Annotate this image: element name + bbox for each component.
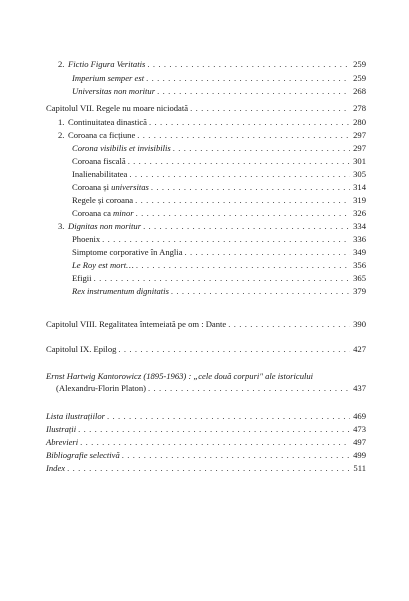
toc-entry <box>46 273 366 284</box>
entry-title: Coroana ca ficțiune <box>68 130 136 140</box>
entry-page: 379 <box>353 286 366 296</box>
entry-page: 427 <box>353 344 366 354</box>
entry-page: 365 <box>353 273 366 283</box>
dot-leader <box>135 195 350 205</box>
dot-leader <box>102 234 350 244</box>
dot-leader <box>185 247 350 257</box>
entry-title: Le Roy est mort… <box>72 260 134 270</box>
entry-page: 356 <box>353 260 366 270</box>
entry-title: Coroana fiscală <box>72 156 126 166</box>
entry-title: Phoenix <box>72 234 101 244</box>
dot-leader <box>80 437 350 447</box>
entry-page: 326 <box>353 208 366 218</box>
entry-page: 349 <box>353 247 366 257</box>
entry-title: Efigii <box>72 273 92 283</box>
dot-leader <box>190 103 350 113</box>
dot-leader <box>147 59 350 69</box>
dot-leader <box>67 463 350 473</box>
title-part: Coroana și <box>72 182 112 192</box>
title-part-italic: minor <box>113 208 134 218</box>
toc-entry <box>46 182 366 193</box>
chapter-title: Capitolul IX. Epilog <box>46 344 117 354</box>
chapter-title: Capitolul VIII. Regalitatea întemeiată pe om : Dante <box>46 319 227 329</box>
entry-title: Dignitas non moritur <box>68 221 142 231</box>
entry-number: 2. <box>58 59 65 69</box>
toc-backmatter <box>46 411 366 422</box>
entry-page: 437 <box>353 383 366 393</box>
dot-leader <box>148 383 350 393</box>
entry-page: 319 <box>353 195 366 205</box>
dot-leader <box>137 130 350 140</box>
entry-page: 297 <box>353 143 366 153</box>
entry-title: Bibliografie selectivă <box>46 450 120 460</box>
entry-title: Ilustrații <box>46 424 77 434</box>
entry-title: Simptome corporative în Anglia <box>72 247 183 257</box>
entry-page: 278 <box>353 103 366 113</box>
entry-title: Regele și coroana <box>72 195 134 205</box>
dot-leader <box>228 319 350 329</box>
dot-leader <box>149 117 350 127</box>
toc-entry <box>46 208 366 219</box>
entry-title: Imperium semper est <box>72 73 145 83</box>
entry-title: Fictio Figura Veritatis <box>68 59 146 69</box>
toc-entry <box>46 59 366 70</box>
dot-leader <box>78 424 350 434</box>
toc-backmatter <box>46 437 366 448</box>
essay-title: Ernst Hartwig Kantorowicz (1895-1963) : „cele două corpuri" ale istoricului <box>46 371 314 381</box>
entry-title: Lista ilustrațiilor <box>46 411 105 421</box>
entry-title: Rex instrumentum dignitatis <box>72 286 169 296</box>
entry-page: 280 <box>353 117 366 127</box>
dot-leader <box>173 143 350 153</box>
entry-page: 297 <box>353 130 366 140</box>
dot-leader <box>151 182 350 192</box>
toc-backmatter <box>46 424 366 435</box>
entry-page: 511 <box>353 463 366 473</box>
dot-leader <box>107 411 350 421</box>
dot-leader <box>143 221 350 231</box>
entry-page: 390 <box>353 319 366 329</box>
entry-number: 1. <box>58 117 65 127</box>
entry-title: Inalienabilitatea <box>72 169 128 179</box>
toc-entry <box>46 156 366 167</box>
dot-leader <box>128 156 350 166</box>
toc-entry <box>46 86 366 97</box>
essay-author: (Alexandru-Florin Platon) <box>56 383 146 393</box>
toc-backmatter <box>46 463 366 474</box>
chapter-title: Capitolul VII. Regele nu moare niciodată <box>46 103 189 113</box>
entry-title <box>72 182 149 192</box>
entry-title: Index <box>46 463 66 473</box>
entry-number: 2. <box>58 130 65 140</box>
toc-chapter <box>46 103 366 114</box>
entry-title: Continuitatea dinastică <box>68 117 147 127</box>
toc-backmatter <box>46 450 366 461</box>
entry-page: 497 <box>353 437 366 447</box>
entry-number: 3. <box>58 221 65 231</box>
dot-leader <box>122 450 350 460</box>
entry-title: Corona visibilis et invisibilis <box>72 143 171 153</box>
dot-leader <box>136 208 350 218</box>
dot-leader <box>171 286 350 296</box>
entry-page: 473 <box>353 424 366 434</box>
toc-entry <box>46 234 366 245</box>
entry-page: 334 <box>353 221 366 231</box>
toc-chapter <box>46 344 366 355</box>
entry-title <box>72 208 134 218</box>
entry-page: 469 <box>353 411 366 421</box>
toc-entry <box>46 130 366 141</box>
toc-entry <box>46 143 366 154</box>
toc-entry <box>46 383 366 394</box>
dot-leader <box>129 169 350 179</box>
entry-title: Abrevieri <box>46 437 79 447</box>
toc-entry <box>46 286 366 297</box>
entry-page: 305 <box>353 169 366 179</box>
title-part-italic: universitas <box>111 182 149 192</box>
dot-leader <box>94 273 350 283</box>
entry-page: 259 <box>353 73 366 83</box>
toc-entry <box>46 117 366 128</box>
toc-entry <box>46 73 366 84</box>
entry-page: 499 <box>353 450 366 460</box>
entry-page: 268 <box>353 86 366 96</box>
entry-page: 301 <box>353 156 366 166</box>
toc-entry <box>46 195 366 206</box>
toc-chapter <box>46 319 366 330</box>
entry-page: 314 <box>353 182 366 192</box>
toc-entry <box>46 221 366 232</box>
entry-title: Universitas non moritur <box>72 86 156 96</box>
dot-leader <box>157 86 350 96</box>
title-part: Coroana ca <box>72 208 114 218</box>
dot-leader <box>118 344 350 354</box>
dot-leader <box>146 73 350 83</box>
toc-entry <box>46 260 366 271</box>
entry-page: 259 <box>353 59 366 69</box>
toc-entry <box>46 247 366 258</box>
entry-page: 336 <box>353 234 366 244</box>
dot-leader <box>136 260 350 270</box>
toc-entry <box>46 169 366 180</box>
